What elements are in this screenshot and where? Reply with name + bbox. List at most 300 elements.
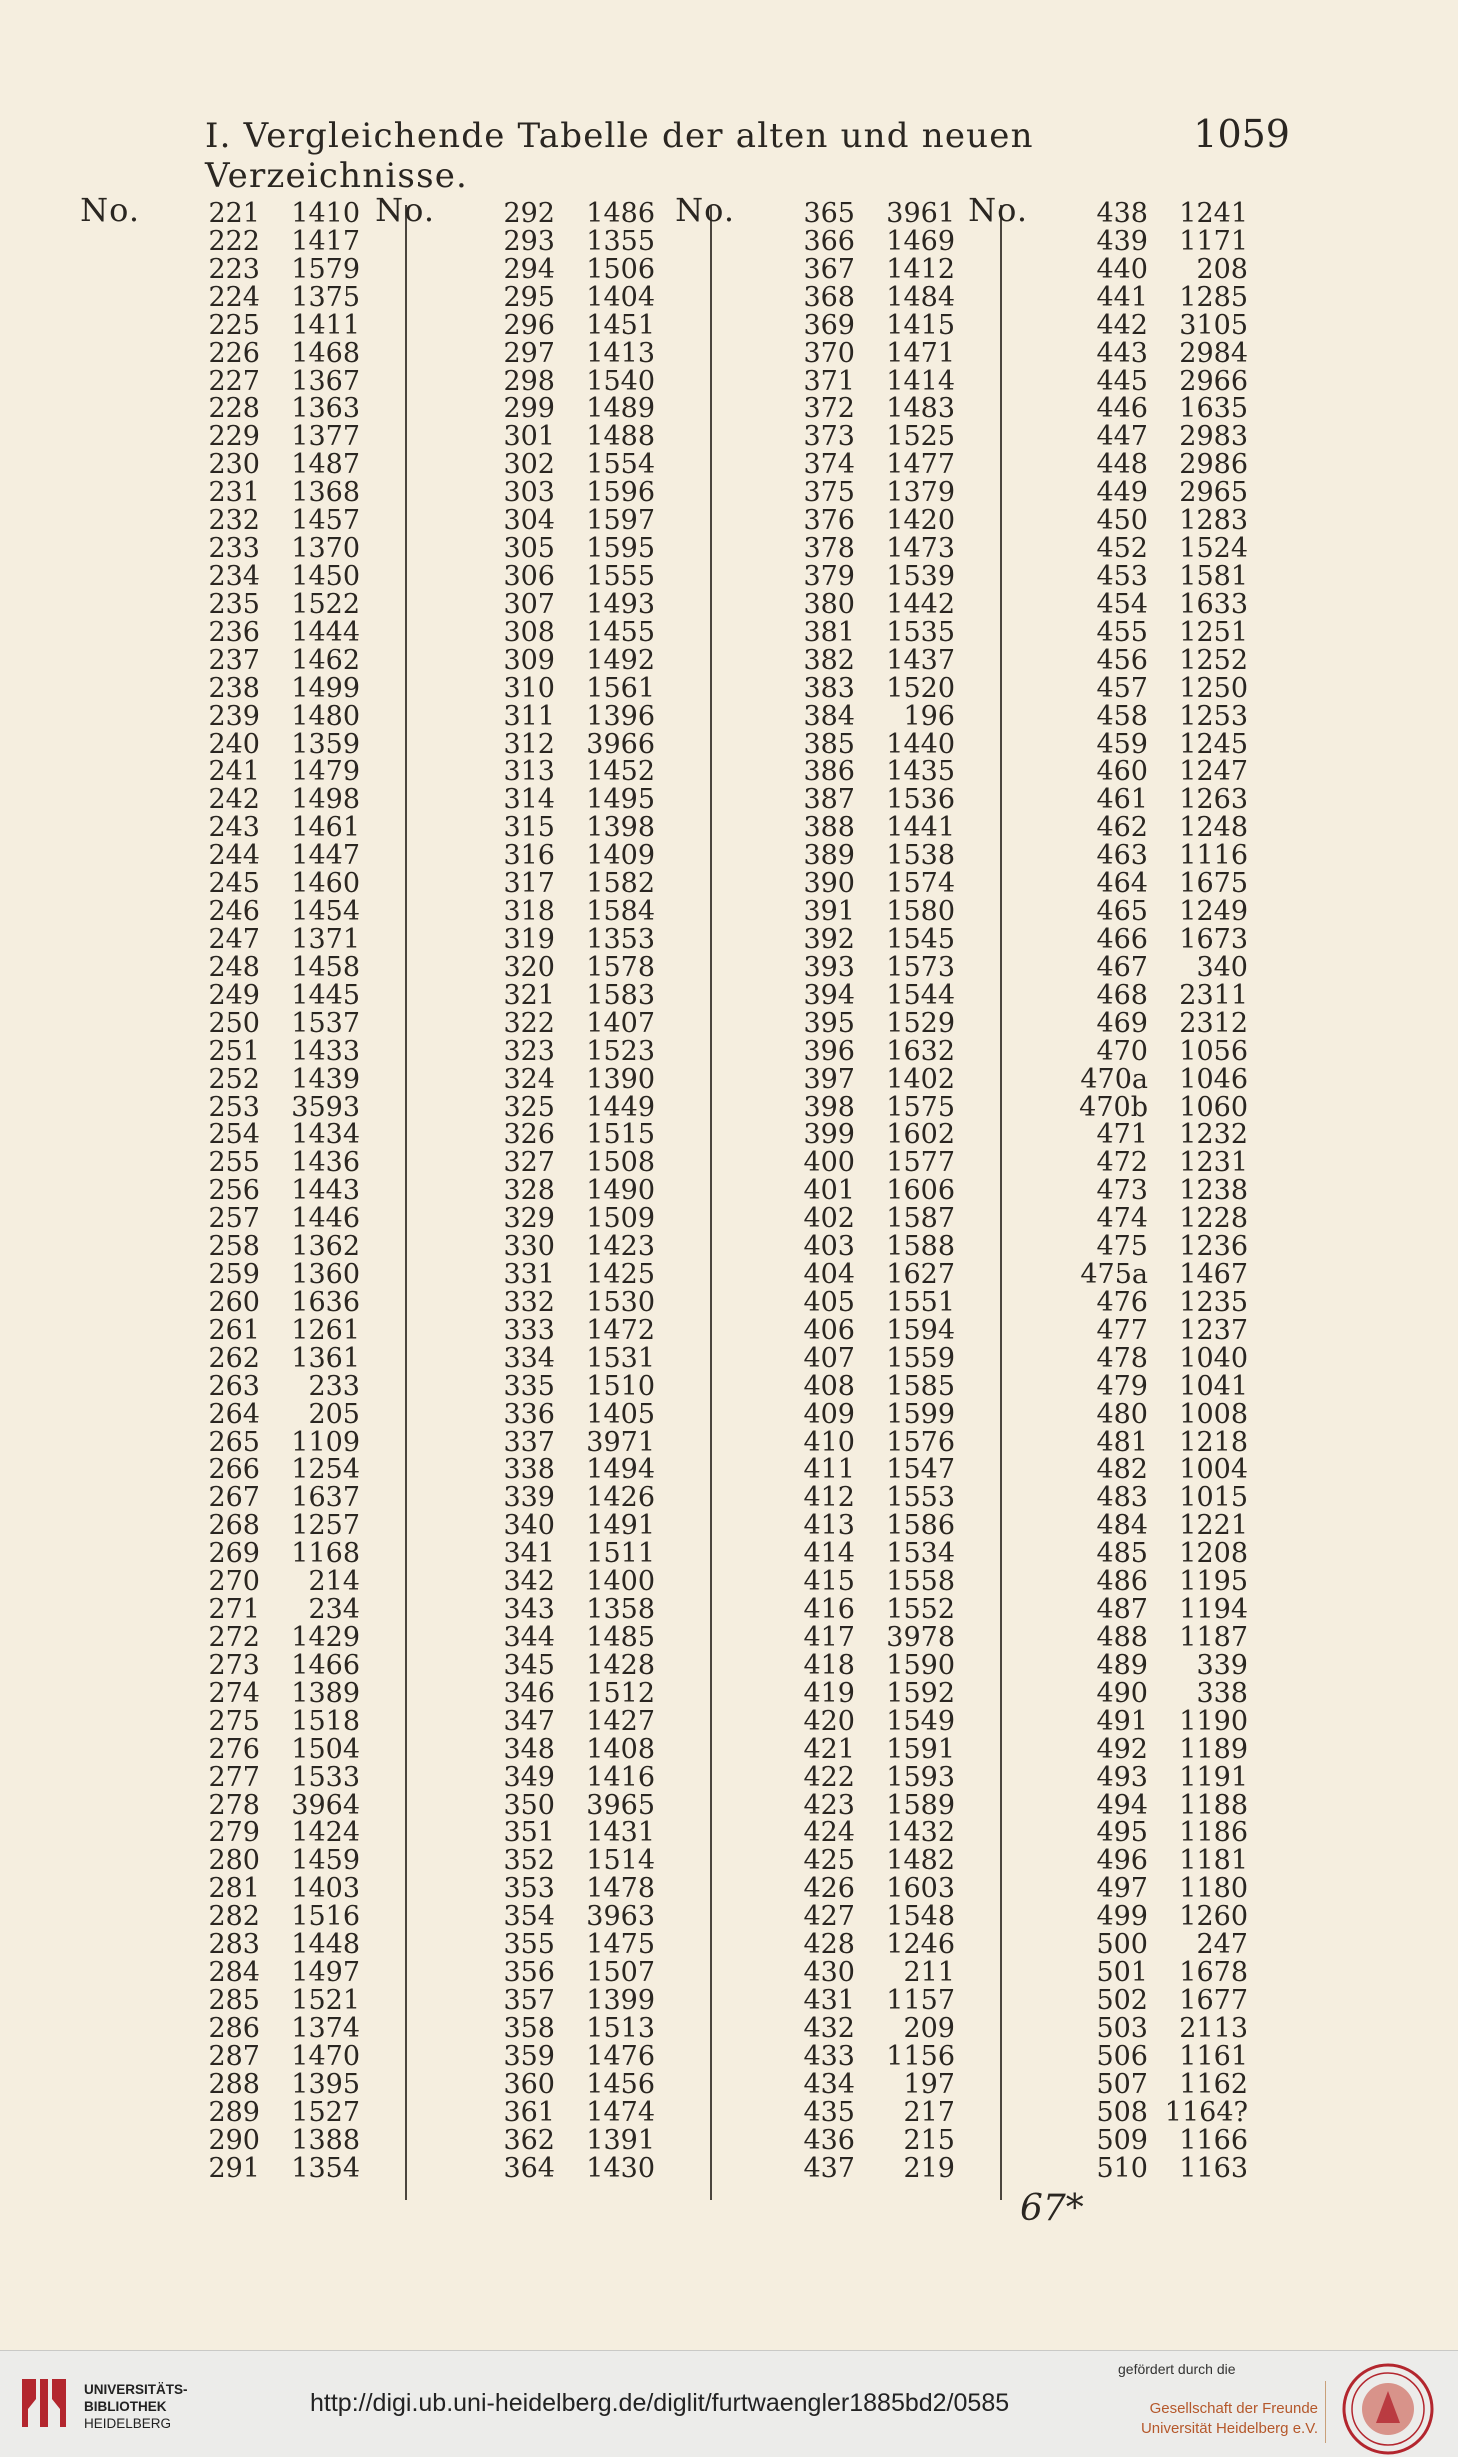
old-number: 1553 — [886, 1482, 955, 1514]
new-number: 324 — [503, 1063, 555, 1095]
new-number: 230 — [208, 449, 260, 481]
table-row — [435, 2124, 705, 2156]
table-row — [140, 1484, 410, 1512]
old-number: 1379 — [886, 477, 955, 509]
table-row — [140, 842, 410, 870]
old-number: 1632 — [886, 1035, 955, 1067]
old-number: 233 — [308, 1370, 360, 1402]
new-number: 390 — [803, 868, 855, 900]
old-number: 215 — [903, 2124, 955, 2156]
table-row — [140, 1677, 410, 1709]
table-column-4 — [968, 191, 1298, 2184]
old-number: 1417 — [291, 225, 360, 257]
table-row — [735, 1261, 1005, 1289]
table-row — [435, 814, 705, 842]
old-number: 1253 — [1179, 700, 1248, 732]
table-row — [140, 1733, 410, 1765]
new-number: 489 — [1096, 1649, 1148, 1681]
old-number: 1574 — [886, 868, 955, 900]
table-row — [1028, 1705, 1298, 1737]
new-number: 291 — [208, 2152, 260, 2184]
old-number: 1400 — [586, 1566, 655, 1598]
table-row — [735, 1233, 1005, 1261]
new-number: 351 — [503, 1817, 555, 1849]
new-number: 266 — [208, 1454, 260, 1486]
old-number: 1584 — [586, 896, 655, 928]
old-number: 1263 — [1179, 784, 1248, 816]
new-number: 235 — [208, 588, 260, 620]
old-number: 3978 — [886, 1622, 955, 1654]
table-row — [435, 1596, 705, 1624]
new-number: 490 — [1096, 1677, 1148, 1709]
table-row — [735, 1931, 1005, 1959]
new-number: 302 — [503, 449, 555, 481]
old-number: 1474 — [586, 2096, 655, 2128]
old-number: 1191 — [1179, 1761, 1248, 1793]
new-number: 352 — [503, 1845, 555, 1877]
table-row — [1028, 1789, 1298, 1821]
new-number: 237 — [208, 644, 260, 676]
table-row — [140, 1233, 410, 1261]
new-number: 280 — [208, 1845, 260, 1877]
old-number: 1458 — [291, 951, 360, 983]
new-number: 467 — [1096, 951, 1148, 983]
old-number: 1494 — [586, 1454, 655, 1486]
old-number: 1257 — [291, 1510, 360, 1542]
new-number: 328 — [503, 1175, 555, 1207]
table-row — [735, 2012, 1005, 2044]
table-row — [735, 1987, 1005, 2015]
old-number: 1595 — [586, 533, 655, 565]
old-number: 1399 — [586, 1985, 655, 2016]
old-number: 1467 — [1179, 1259, 1248, 1291]
old-number: 1580 — [886, 896, 955, 928]
table-row — [735, 923, 1005, 955]
table-row — [435, 588, 705, 620]
old-number: 1531 — [586, 1342, 655, 1374]
table-row — [435, 758, 705, 786]
new-number: 240 — [208, 728, 260, 760]
table-row — [735, 1007, 1005, 1039]
table-row — [140, 1761, 410, 1793]
new-number: 417 — [803, 1622, 855, 1654]
table-row — [735, 225, 1005, 257]
table-row — [140, 1540, 410, 1568]
new-number: 330 — [503, 1231, 555, 1263]
old-number: 1487 — [291, 449, 360, 481]
table-row — [1028, 1624, 1298, 1652]
old-number: 196 — [903, 700, 955, 732]
new-number: 339 — [503, 1482, 555, 1514]
old-number: 1188 — [1179, 1789, 1248, 1821]
new-number: 282 — [208, 1901, 260, 1933]
table-column-1 — [80, 191, 410, 2184]
old-number: 1452 — [586, 756, 655, 788]
table-row — [735, 1761, 1005, 1793]
table-row — [140, 2096, 410, 2128]
table-row — [1028, 507, 1298, 535]
old-number: 1479 — [291, 756, 360, 788]
new-number: 475a — [1080, 1259, 1148, 1291]
column-divider — [1000, 205, 1002, 2200]
old-number: 1388 — [291, 2124, 360, 2156]
table-row — [435, 1540, 705, 1568]
table-row — [1028, 1286, 1298, 1318]
table-column-2 — [375, 191, 705, 2184]
old-number: 1576 — [886, 1426, 955, 1458]
old-number: 1238 — [1179, 1175, 1248, 1207]
new-number: 350 — [503, 1789, 555, 1821]
old-number: 205 — [308, 1398, 360, 1430]
table-row — [435, 1426, 705, 1458]
old-number: 1015 — [1179, 1482, 1248, 1514]
new-number: 253 — [208, 1091, 260, 1123]
source-url-link[interactable]: http://digi.ub.uni-heidelberg.de/diglit/furtwaengler1885bd2/0585 — [310, 2389, 1010, 2417]
new-number: 347 — [503, 1705, 555, 1737]
old-number: 1637 — [291, 1482, 360, 1514]
table-row — [435, 2012, 705, 2044]
old-number: 1540 — [586, 365, 655, 397]
table-row — [735, 395, 1005, 423]
old-number: 1485 — [586, 1622, 655, 1654]
table-row — [1028, 1398, 1298, 1430]
old-number: 1599 — [886, 1398, 955, 1430]
new-number: 480 — [1096, 1398, 1148, 1430]
new-number: 473 — [1096, 1175, 1148, 1207]
new-number: 353 — [503, 1873, 555, 1905]
table-row — [1028, 1149, 1298, 1177]
new-number: 318 — [503, 896, 555, 928]
new-number: 370 — [803, 337, 855, 369]
new-number: 398 — [803, 1091, 855, 1123]
new-number: 222 — [208, 225, 260, 257]
new-number: 499 — [1096, 1901, 1148, 1933]
table-row — [735, 1398, 1005, 1430]
table-row — [735, 1959, 1005, 1987]
old-number: 1673 — [1179, 923, 1248, 955]
old-number: 1606 — [886, 1175, 955, 1207]
new-number: 418 — [803, 1649, 855, 1681]
new-number: 493 — [1096, 1761, 1148, 1793]
table-row — [435, 728, 705, 760]
new-number: 344 — [503, 1622, 555, 1654]
table-row — [735, 1568, 1005, 1596]
table-row — [1028, 1819, 1298, 1847]
table-row — [735, 758, 1005, 786]
new-number: 319 — [503, 923, 555, 955]
new-number: 356 — [503, 1957, 555, 1989]
table-row — [435, 281, 705, 313]
old-number: 1483 — [886, 393, 955, 425]
old-number: 1390 — [586, 1063, 655, 1095]
table-row — [1028, 1035, 1298, 1067]
old-number: 1596 — [586, 477, 655, 509]
table-row — [735, 1035, 1005, 1067]
old-number: 1371 — [291, 923, 360, 955]
new-number: 252 — [208, 1063, 260, 1095]
old-number: 1442 — [886, 588, 955, 620]
library-name: UNIVERSITÄTS- BIBLIOTHEK HEIDELBERG — [84, 2382, 188, 2431]
table-row — [140, 1007, 410, 1039]
table-row — [140, 1624, 410, 1652]
table-row — [1028, 1205, 1298, 1233]
table-row — [1028, 1233, 1298, 1261]
table-row — [435, 1007, 705, 1039]
table-row — [1028, 423, 1298, 451]
new-number: 456 — [1096, 644, 1148, 676]
table-row — [435, 1761, 705, 1793]
new-number: 382 — [803, 644, 855, 676]
old-number: 2966 — [1179, 365, 1248, 397]
table-row — [735, 2040, 1005, 2072]
table-row — [1028, 2040, 1298, 2072]
old-number: 1527 — [291, 2096, 360, 2128]
column-divider — [405, 205, 407, 2200]
column-divider — [710, 205, 712, 2200]
old-number: 1514 — [586, 1845, 655, 1877]
table-row — [735, 1677, 1005, 1709]
table-row — [140, 253, 410, 285]
new-number: 404 — [803, 1259, 855, 1291]
new-number: 358 — [503, 2012, 555, 2044]
table-row — [735, 309, 1005, 341]
new-number: 334 — [503, 1342, 555, 1374]
old-number: 1429 — [291, 1622, 360, 1654]
table-row — [1028, 1512, 1298, 1540]
table-row — [735, 281, 1005, 313]
table-row — [80, 191, 410, 229]
new-number: 428 — [803, 1929, 855, 1961]
old-number: 1377 — [291, 421, 360, 453]
old-number: 1523 — [586, 1035, 655, 1067]
old-number: 1187 — [1179, 1622, 1248, 1654]
new-number: 362 — [503, 2124, 555, 2156]
table-row — [1028, 672, 1298, 704]
old-number: 1430 — [586, 2152, 655, 2184]
old-number: 1008 — [1179, 1398, 1248, 1430]
old-number: 1516 — [291, 1901, 360, 1933]
table-row — [435, 225, 705, 257]
new-number: 430 — [803, 1957, 855, 1989]
table-row — [1028, 1649, 1298, 1681]
new-number: 386 — [803, 756, 855, 788]
old-number: 2312 — [1179, 1007, 1248, 1039]
old-number: 1433 — [291, 1035, 360, 1067]
table-column-3 — [675, 191, 1005, 2184]
old-number: 1544 — [886, 979, 955, 1011]
new-number: 276 — [208, 1733, 260, 1765]
new-number: 372 — [803, 393, 855, 425]
table-row — [140, 309, 410, 341]
table-row — [735, 1819, 1005, 1847]
table-row — [140, 2068, 410, 2100]
old-number: 1509 — [586, 1203, 655, 1235]
old-number: 1515 — [586, 1119, 655, 1151]
old-number: 1285 — [1179, 281, 1248, 313]
new-number: 468 — [1096, 979, 1148, 1011]
table-row — [435, 560, 705, 592]
new-number: 274 — [208, 1677, 260, 1709]
new-number: 308 — [503, 616, 555, 648]
new-number: 346 — [503, 1677, 555, 1709]
table-row — [1028, 1540, 1298, 1568]
table-row — [735, 479, 1005, 507]
table-row — [735, 898, 1005, 926]
old-number: 1395 — [291, 2068, 360, 2100]
new-number: 284 — [208, 1957, 260, 1989]
new-number: 402 — [803, 1203, 855, 1235]
old-number: 1520 — [886, 672, 955, 704]
new-number: 392 — [803, 923, 855, 955]
new-number: 341 — [503, 1538, 555, 1570]
old-number: 1459 — [291, 1845, 360, 1877]
old-number: 1547 — [886, 1454, 955, 1486]
old-number: 1581 — [1179, 560, 1248, 592]
table-row — [735, 1789, 1005, 1821]
new-number: 305 — [503, 533, 555, 565]
new-number: 335 — [503, 1370, 555, 1402]
old-number: 1555 — [586, 560, 655, 592]
table-row — [140, 535, 410, 563]
table-row — [435, 1149, 705, 1177]
old-number: 1246 — [886, 1929, 955, 1961]
table-row — [735, 870, 1005, 898]
table-row — [735, 535, 1005, 563]
table-row — [1028, 1007, 1298, 1039]
table-row — [735, 1370, 1005, 1402]
table-row — [140, 1261, 410, 1289]
new-number: 419 — [803, 1677, 855, 1709]
new-number: 225 — [208, 309, 260, 341]
old-number: 1408 — [586, 1733, 655, 1765]
new-number: 311 — [503, 700, 555, 732]
new-number: 391 — [803, 896, 855, 928]
old-number: 1511 — [586, 1538, 655, 1570]
table-row — [1028, 1733, 1298, 1765]
old-number: 1495 — [586, 784, 655, 816]
table-row — [735, 1512, 1005, 1540]
old-number: 1477 — [886, 449, 955, 481]
page-number: 1059 — [1193, 112, 1290, 156]
old-number: 2986 — [1179, 449, 1248, 481]
table-row — [435, 700, 705, 732]
old-number: 1627 — [886, 1259, 955, 1291]
table-row — [435, 1733, 705, 1765]
new-number: 442 — [1096, 309, 1148, 341]
table-row — [140, 2124, 410, 2156]
table-row — [140, 1847, 410, 1875]
new-number: 264 — [208, 1398, 260, 1430]
table-row — [435, 535, 705, 563]
old-number: 1588 — [886, 1231, 955, 1263]
old-number: 1460 — [291, 868, 360, 900]
table-row — [435, 1987, 705, 2015]
old-number: 3964 — [291, 1789, 360, 1821]
new-number: 269 — [208, 1538, 260, 1570]
table-row — [735, 588, 1005, 620]
new-number: 332 — [503, 1286, 555, 1318]
table-row — [1028, 479, 1298, 507]
old-number: 1594 — [886, 1314, 955, 1346]
old-number: 1237 — [1179, 1314, 1248, 1346]
table-row — [735, 1540, 1005, 1568]
old-number: 1579 — [291, 253, 360, 285]
old-number: 1592 — [886, 1677, 955, 1709]
old-number: 209 — [903, 2012, 955, 2044]
old-number: 219 — [903, 2152, 955, 2184]
table-row — [140, 1205, 410, 1233]
old-number: 1367 — [291, 365, 360, 397]
new-number: 373 — [803, 421, 855, 453]
table-row — [1028, 1121, 1298, 1149]
table-row — [1028, 1091, 1298, 1123]
old-number: 1497 — [291, 1957, 360, 1989]
new-number: 254 — [208, 1119, 260, 1151]
new-number: 255 — [208, 1147, 260, 1179]
old-number: 1586 — [886, 1510, 955, 1542]
old-number: 1410 — [291, 198, 360, 229]
old-number: 1513 — [586, 2012, 655, 2044]
table-row — [140, 1789, 410, 1821]
new-number: 355 — [503, 1929, 555, 1961]
table-row — [735, 1649, 1005, 1681]
old-number: 1359 — [291, 728, 360, 760]
table-row — [435, 870, 705, 898]
table-row — [1028, 1261, 1298, 1289]
new-number: 257 — [208, 1203, 260, 1235]
table-row — [140, 479, 410, 507]
old-number: 1450 — [291, 560, 360, 592]
new-number: 401 — [803, 1175, 855, 1207]
old-number: 1060 — [1179, 1091, 1248, 1123]
table-row — [735, 1342, 1005, 1374]
old-number: 1363 — [291, 393, 360, 425]
old-number: 1248 — [1179, 812, 1248, 844]
table-row — [1028, 1314, 1298, 1346]
new-number: 482 — [1096, 1454, 1148, 1486]
old-number: 1471 — [886, 337, 955, 369]
new-number: 256 — [208, 1175, 260, 1207]
old-number: 1533 — [291, 1761, 360, 1793]
old-number: 1166 — [1179, 2124, 1248, 2156]
table-row — [1028, 1342, 1298, 1374]
old-number: 1451 — [586, 309, 655, 341]
table-row — [140, 979, 410, 1011]
table-row — [735, 507, 1005, 535]
table-row — [735, 1705, 1005, 1737]
old-number: 1261 — [291, 1314, 360, 1346]
new-number: 287 — [208, 2040, 260, 2072]
table-row — [735, 1091, 1005, 1123]
old-number: 1404 — [586, 281, 655, 313]
table-row — [435, 644, 705, 676]
old-number: 1162 — [1179, 2068, 1248, 2100]
new-number: 229 — [208, 421, 260, 453]
old-number: 1507 — [586, 1957, 655, 1989]
old-number: 1403 — [291, 1873, 360, 1905]
table-row — [735, 1624, 1005, 1652]
table-row — [1028, 923, 1298, 955]
old-number: 1389 — [291, 1677, 360, 1709]
new-number: 224 — [208, 281, 260, 313]
old-number: 1506 — [586, 253, 655, 285]
new-number: 279 — [208, 1817, 260, 1849]
new-number: 502 — [1096, 1985, 1148, 2016]
new-number: 509 — [1096, 2124, 1148, 2156]
table-row — [1028, 1959, 1298, 1987]
new-number: 360 — [503, 2068, 555, 2100]
new-number: 368 — [803, 281, 855, 313]
